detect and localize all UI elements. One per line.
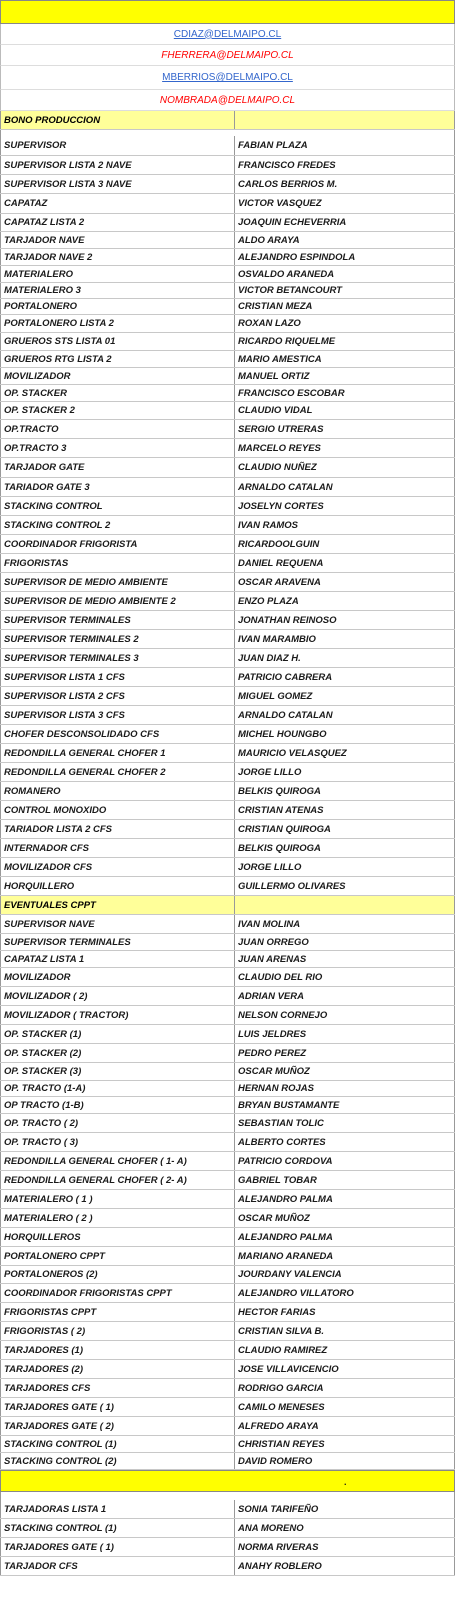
role-cell: MOVILIZADOR bbox=[0, 968, 235, 986]
name-cell: CRISTIAN QUIROGA bbox=[235, 820, 455, 838]
table-row bbox=[0, 1453, 455, 1470]
role-cell: TARIADOR GATE 3 bbox=[0, 478, 235, 496]
name-cell: GUILLERMO OLIVARES bbox=[235, 877, 455, 895]
name-cell: PEDRO PEREZ bbox=[235, 1044, 455, 1062]
role-cell: FRIGORISTAS bbox=[0, 554, 235, 572]
table-row bbox=[0, 1063, 455, 1081]
role-cell: INTERNADOR CFS bbox=[0, 839, 235, 857]
role-cell: FRIGORISTAS ( 2) bbox=[0, 1322, 235, 1340]
table-row bbox=[0, 1322, 455, 1341]
bar-mark: . bbox=[344, 1477, 347, 1487]
name-cell: JOSE VILLAVICENCIO bbox=[235, 1360, 455, 1378]
name-cell: SONIA TARIFEÑO bbox=[235, 1500, 455, 1518]
name-cell: ADRIAN VERA bbox=[235, 987, 455, 1005]
name-cell: MANUEL ORTIZ bbox=[235, 368, 455, 384]
table-row bbox=[0, 725, 455, 744]
role-cell: REDONDILLA GENERAL CHOFER ( 2- A) bbox=[0, 1171, 235, 1189]
table-row bbox=[0, 232, 455, 249]
role-cell: SUPERVISOR TERMINALES bbox=[0, 934, 235, 950]
name-cell: JOAQUIN ECHEVERRIA bbox=[235, 214, 455, 231]
table-row bbox=[0, 744, 455, 763]
name-cell: RICARDO RIQUELME bbox=[235, 333, 455, 350]
table-row bbox=[0, 877, 455, 896]
name-cell: OSCAR MUÑOZ bbox=[235, 1209, 455, 1227]
role-cell: PORTALONERO CPPT bbox=[0, 1247, 235, 1265]
role-cell: PORTALONERO bbox=[0, 299, 235, 314]
name-cell: VICTOR BETANCOURT bbox=[235, 283, 455, 298]
role-cell: SUPERVISOR LISTA 3 CFS bbox=[0, 706, 235, 724]
table-row bbox=[0, 706, 455, 725]
table-row bbox=[0, 1398, 455, 1417]
role-cell: OP. TRACTO ( 2) bbox=[0, 1114, 235, 1132]
section-title: BONO PRODUCCION bbox=[0, 111, 235, 129]
role-cell: MOVILIZADOR bbox=[0, 368, 235, 384]
table-row bbox=[0, 283, 455, 299]
table-row bbox=[0, 439, 455, 458]
role-cell: TARJADOR CFS bbox=[0, 1557, 235, 1575]
table-row bbox=[0, 1341, 455, 1360]
role-cell: MATERIALERO ( 2 ) bbox=[0, 1209, 235, 1227]
table-row bbox=[0, 668, 455, 687]
name-cell: ANA MORENO bbox=[235, 1519, 455, 1537]
table-row bbox=[0, 478, 455, 497]
role-cell: OP TRACTO (1-B) bbox=[0, 1097, 235, 1113]
role-cell: STACKING CONTROL (1) bbox=[0, 1436, 235, 1452]
role-cell: COORDINADOR FRIGORISTA bbox=[0, 535, 235, 553]
separator-yellow-bar bbox=[0, 1470, 455, 1492]
table-row bbox=[0, 1081, 455, 1097]
table-row bbox=[0, 1360, 455, 1379]
table-row bbox=[0, 175, 455, 194]
name-cell: JUAN ORREGO bbox=[235, 934, 455, 950]
table-row bbox=[0, 1006, 455, 1025]
table-row bbox=[0, 402, 455, 420]
table-row bbox=[0, 535, 455, 554]
role-cell: MOVILIZADOR ( 2) bbox=[0, 987, 235, 1005]
name-cell: FABIAN PLAZA bbox=[235, 136, 455, 155]
role-cell: TARJADOR GATE bbox=[0, 458, 235, 477]
role-cell: TARIADOR LISTA 2 CFS bbox=[0, 820, 235, 838]
role-cell: SUPERVISOR DE MEDIO AMBIENTE 2 bbox=[0, 592, 235, 610]
name-cell: ARNALDO CATALAN bbox=[235, 706, 455, 724]
table-row bbox=[0, 1500, 455, 1519]
name-cell: DANIEL REQUENA bbox=[235, 554, 455, 572]
role-cell: STACKING CONTROL 2 bbox=[0, 516, 235, 534]
name-cell: ALBERTO CORTES bbox=[235, 1133, 455, 1151]
role-cell: STACKING CONTROL (1) bbox=[0, 1519, 235, 1537]
name-cell: CAMILO MENESES bbox=[235, 1398, 455, 1416]
table-row bbox=[0, 987, 455, 1006]
name-cell: MAURICIO VELASQUEZ bbox=[235, 744, 455, 762]
name-cell: ALEJANDRO PALMA bbox=[235, 1228, 455, 1246]
table-row bbox=[0, 1417, 455, 1436]
name-cell: OSCAR MUÑOZ bbox=[235, 1063, 455, 1080]
name-cell: LUIS JELDRES bbox=[235, 1025, 455, 1043]
role-cell: SUPERVISOR TERMINALES bbox=[0, 611, 235, 629]
name-cell: JORGE LILLO bbox=[235, 858, 455, 876]
table-row bbox=[0, 801, 455, 820]
table-row bbox=[0, 820, 455, 839]
role-cell: TARJADORES (2) bbox=[0, 1360, 235, 1378]
name-cell: OSCAR ARAVENA bbox=[235, 573, 455, 591]
table-row bbox=[0, 592, 455, 611]
table-row bbox=[0, 573, 455, 592]
email-link-nombrada[interactable]: NOMBRADA@DELMAIPO.CL bbox=[0, 90, 455, 111]
role-cell: MOVILIZADOR ( TRACTOR) bbox=[0, 1006, 235, 1024]
role-cell: STACKING CONTROL (2) bbox=[0, 1453, 235, 1469]
eventuales-table bbox=[0, 915, 455, 1470]
table-row bbox=[0, 1538, 455, 1557]
name-cell: ANAHY ROBLERO bbox=[235, 1557, 455, 1575]
name-cell: ARNALDO CATALAN bbox=[235, 478, 455, 496]
role-cell: OP.TRACTO 3 bbox=[0, 439, 235, 457]
table-row bbox=[0, 1152, 455, 1171]
table-row bbox=[0, 1044, 455, 1063]
role-cell: MATERIALERO bbox=[0, 266, 235, 282]
role-cell: REDONDILLA GENERAL CHOFER ( 1- A) bbox=[0, 1152, 235, 1170]
name-cell: IVAN MOLINA bbox=[235, 915, 455, 933]
role-cell: SUPERVISOR TERMINALES 2 bbox=[0, 630, 235, 648]
role-cell: CAPATAZ bbox=[0, 194, 235, 213]
role-cell: MATERIALERO 3 bbox=[0, 283, 235, 298]
name-cell: SERGIO UTRERAS bbox=[235, 420, 455, 438]
name-cell: CLAUDIO NUÑEZ bbox=[235, 458, 455, 477]
table-row bbox=[0, 1303, 455, 1322]
name-cell: MARIANO ARANEDA bbox=[235, 1247, 455, 1265]
table-row bbox=[0, 1025, 455, 1044]
role-cell: SUPERVISOR bbox=[0, 136, 235, 155]
email-link-cdiaz[interactable]: CDIAZ@DELMAIPO.CL bbox=[0, 24, 455, 45]
name-cell: ALEJANDRO ESPINDOLA bbox=[235, 249, 455, 265]
section-title: EVENTUALES CPPT bbox=[0, 896, 235, 914]
role-cell: TARJADOR NAVE bbox=[0, 232, 235, 248]
table-row bbox=[0, 1436, 455, 1453]
name-cell: MARIO AMESTICA bbox=[235, 351, 455, 367]
name-cell: RICARDOOLGUIN bbox=[235, 535, 455, 553]
final-table bbox=[0, 1500, 455, 1576]
name-cell: GABRIEL TOBAR bbox=[235, 1171, 455, 1189]
table-row bbox=[0, 1557, 455, 1576]
role-cell: SUPERVISOR LISTA 3 NAVE bbox=[0, 175, 235, 193]
email-link-fherrera[interactable]: FHERRERA@DELMAIPO.CL bbox=[0, 45, 455, 66]
name-cell: JORGE LILLO bbox=[235, 763, 455, 781]
name-cell: CLAUDIO VIDAL bbox=[235, 402, 455, 419]
name-cell: CLAUDIO RAMIREZ bbox=[235, 1341, 455, 1359]
table-row bbox=[0, 351, 455, 368]
section-header-eventuales bbox=[0, 896, 455, 915]
name-cell: BELKIS QUIROGA bbox=[235, 782, 455, 800]
table-row bbox=[0, 1284, 455, 1303]
role-cell: CHOFER DESCONSOLIDADO CFS bbox=[0, 725, 235, 743]
name-cell: MICHEL HOUNGBO bbox=[235, 725, 455, 743]
role-cell: SUPERVISOR TERMINALES 3 bbox=[0, 649, 235, 667]
name-cell: CRISTIAN MEZA bbox=[235, 299, 455, 314]
name-cell: IVAN MARAMBIO bbox=[235, 630, 455, 648]
role-cell: HORQUILLERO bbox=[0, 877, 235, 895]
name-cell: MARCELO REYES bbox=[235, 439, 455, 457]
table-row bbox=[0, 458, 455, 478]
table-row bbox=[0, 299, 455, 315]
role-cell: OP. STACKER 2 bbox=[0, 402, 235, 419]
name-cell: CHRISTIAN REYES bbox=[235, 1436, 455, 1452]
name-cell: JOSELYN CORTES bbox=[235, 497, 455, 515]
bono-table bbox=[0, 136, 455, 896]
name-cell: JUAN DIAZ H. bbox=[235, 649, 455, 667]
name-cell: CRISTIAN SILVA B. bbox=[235, 1322, 455, 1340]
name-cell: HERNAN ROJAS bbox=[235, 1081, 455, 1096]
role-cell: FRIGORISTAS CPPT bbox=[0, 1303, 235, 1321]
role-cell: MOVILIZADOR CFS bbox=[0, 858, 235, 876]
section-header-bono bbox=[0, 111, 455, 130]
role-cell: SUPERVISOR DE MEDIO AMBIENTE bbox=[0, 573, 235, 591]
table-row bbox=[0, 554, 455, 573]
name-cell: VICTOR VASQUEZ bbox=[235, 194, 455, 213]
role-cell: ROMANERO bbox=[0, 782, 235, 800]
role-cell: GRUEROS STS LISTA 01 bbox=[0, 333, 235, 350]
name-cell: BELKIS QUIROGA bbox=[235, 839, 455, 857]
role-cell: TARJADORES GATE ( 1) bbox=[0, 1538, 235, 1556]
role-cell: CAPATAZ LISTA 1 bbox=[0, 951, 235, 967]
table-row bbox=[0, 858, 455, 877]
role-cell: HORQUILLEROS bbox=[0, 1228, 235, 1246]
role-cell: TARJADORES GATE ( 1) bbox=[0, 1398, 235, 1416]
table-row bbox=[0, 1209, 455, 1228]
name-cell: BRYAN BUSTAMANTE bbox=[235, 1097, 455, 1113]
name-cell: DAVID ROMERO bbox=[235, 1453, 455, 1469]
table-row bbox=[0, 763, 455, 782]
role-cell: OP. TRACTO (1-A) bbox=[0, 1081, 235, 1096]
role-cell: OP. TRACTO ( 3) bbox=[0, 1133, 235, 1151]
name-cell: CLAUDIO DEL RIO bbox=[235, 968, 455, 986]
table-row bbox=[0, 1133, 455, 1152]
table-row bbox=[0, 839, 455, 858]
table-row bbox=[0, 649, 455, 668]
role-cell: MATERIALERO ( 1 ) bbox=[0, 1190, 235, 1208]
role-cell: TARJADORES CFS bbox=[0, 1379, 235, 1397]
role-cell: OP. STACKER (1) bbox=[0, 1025, 235, 1043]
table-row bbox=[0, 1266, 455, 1284]
name-cell: FRANCISCO FREDES bbox=[235, 156, 455, 174]
table-row bbox=[0, 315, 455, 333]
role-cell: OP.TRACTO bbox=[0, 420, 235, 438]
name-cell: FRANCISCO ESCOBAR bbox=[235, 385, 455, 401]
role-cell: REDONDILLA GENERAL CHOFER 1 bbox=[0, 744, 235, 762]
role-cell: TARJADORES GATE ( 2) bbox=[0, 1417, 235, 1435]
role-cell: COORDINADOR FRIGORISTAS CPPT bbox=[0, 1284, 235, 1302]
role-cell: CONTROL MONOXIDO bbox=[0, 801, 235, 819]
table-row bbox=[0, 385, 455, 402]
table-row bbox=[0, 915, 455, 934]
table-row bbox=[0, 611, 455, 630]
name-cell: JOURDANY VALENCIA bbox=[235, 1266, 455, 1283]
name-cell: CRISTIAN ATENAS bbox=[235, 801, 455, 819]
table-row bbox=[0, 249, 455, 266]
role-cell: SUPERVISOR LISTA 2 CFS bbox=[0, 687, 235, 705]
name-cell: PATRICIO CORDOVA bbox=[235, 1152, 455, 1170]
name-cell: NORMA RIVERAS bbox=[235, 1538, 455, 1556]
name-cell: ENZO PLAZA bbox=[235, 592, 455, 610]
role-cell: OP. STACKER (3) bbox=[0, 1063, 235, 1080]
table-row bbox=[0, 497, 455, 516]
table-row bbox=[0, 266, 455, 283]
name-cell: NELSON CORNEJO bbox=[235, 1006, 455, 1024]
table-row bbox=[0, 156, 455, 175]
table-row bbox=[0, 1228, 455, 1247]
role-cell: TARJADORES (1) bbox=[0, 1341, 235, 1359]
table-row bbox=[0, 1097, 455, 1114]
role-cell: TARJADOR NAVE 2 bbox=[0, 249, 235, 265]
email-link-mberrios[interactable]: MBERRIOS@DELMAIPO.CL bbox=[0, 66, 455, 90]
name-cell: OSVALDO ARANEDA bbox=[235, 266, 455, 282]
table-row bbox=[0, 420, 455, 439]
name-cell: JUAN ARENAS bbox=[235, 951, 455, 967]
table-row bbox=[0, 194, 455, 214]
role-cell: STACKING CONTROL bbox=[0, 497, 235, 515]
name-cell: ALDO ARAYA bbox=[235, 232, 455, 248]
table-row bbox=[0, 368, 455, 385]
role-cell: OP. STACKER (2) bbox=[0, 1044, 235, 1062]
name-cell: ROXAN LAZO bbox=[235, 315, 455, 332]
table-row bbox=[0, 136, 455, 156]
name-cell: SEBASTIAN TOLIC bbox=[235, 1114, 455, 1132]
role-cell: SUPERVISOR NAVE bbox=[0, 915, 235, 933]
email-list bbox=[0, 24, 455, 111]
table-row bbox=[0, 1114, 455, 1133]
table-row bbox=[0, 951, 455, 968]
role-cell: SUPERVISOR LISTA 1 CFS bbox=[0, 668, 235, 686]
table-row bbox=[0, 968, 455, 987]
name-cell: RODRIGO GARCIA bbox=[235, 1379, 455, 1397]
table-row bbox=[0, 1190, 455, 1209]
name-cell: JONATHAN REINOSO bbox=[235, 611, 455, 629]
role-cell: CAPATAZ LISTA 2 bbox=[0, 214, 235, 231]
name-cell: IVAN RAMOS bbox=[235, 516, 455, 534]
table-row bbox=[0, 516, 455, 535]
table-row bbox=[0, 687, 455, 706]
table-row bbox=[0, 1171, 455, 1190]
role-cell: SUPERVISOR LISTA 2 NAVE bbox=[0, 156, 235, 174]
role-cell: PORTALONEROS (2) bbox=[0, 1266, 235, 1283]
name-cell: ALEJANDRO VILLATORO bbox=[235, 1284, 455, 1302]
role-cell: REDONDILLA GENERAL CHOFER 2 bbox=[0, 763, 235, 781]
role-cell: TARJADORAS LISTA 1 bbox=[0, 1500, 235, 1518]
name-cell: HECTOR FARIAS bbox=[235, 1303, 455, 1321]
name-cell: MIGUEL GOMEZ bbox=[235, 687, 455, 705]
name-cell: PATRICIO CABRERA bbox=[235, 668, 455, 686]
table-row bbox=[0, 630, 455, 649]
table-row bbox=[0, 214, 455, 232]
header-yellow-bar bbox=[0, 0, 455, 24]
table-row bbox=[0, 1247, 455, 1266]
role-cell: GRUEROS RTG LISTA 2 bbox=[0, 351, 235, 367]
table-row bbox=[0, 333, 455, 351]
name-cell: ALFREDO ARAYA bbox=[235, 1417, 455, 1435]
name-cell: ALEJANDRO PALMA bbox=[235, 1190, 455, 1208]
role-cell: OP. STACKER bbox=[0, 385, 235, 401]
table-row bbox=[0, 782, 455, 801]
table-row bbox=[0, 1379, 455, 1398]
name-cell: CARLOS BERRIOS M. bbox=[235, 175, 455, 193]
role-cell: PORTALONERO LISTA 2 bbox=[0, 315, 235, 332]
table-row bbox=[0, 1519, 455, 1538]
table-row bbox=[0, 934, 455, 951]
